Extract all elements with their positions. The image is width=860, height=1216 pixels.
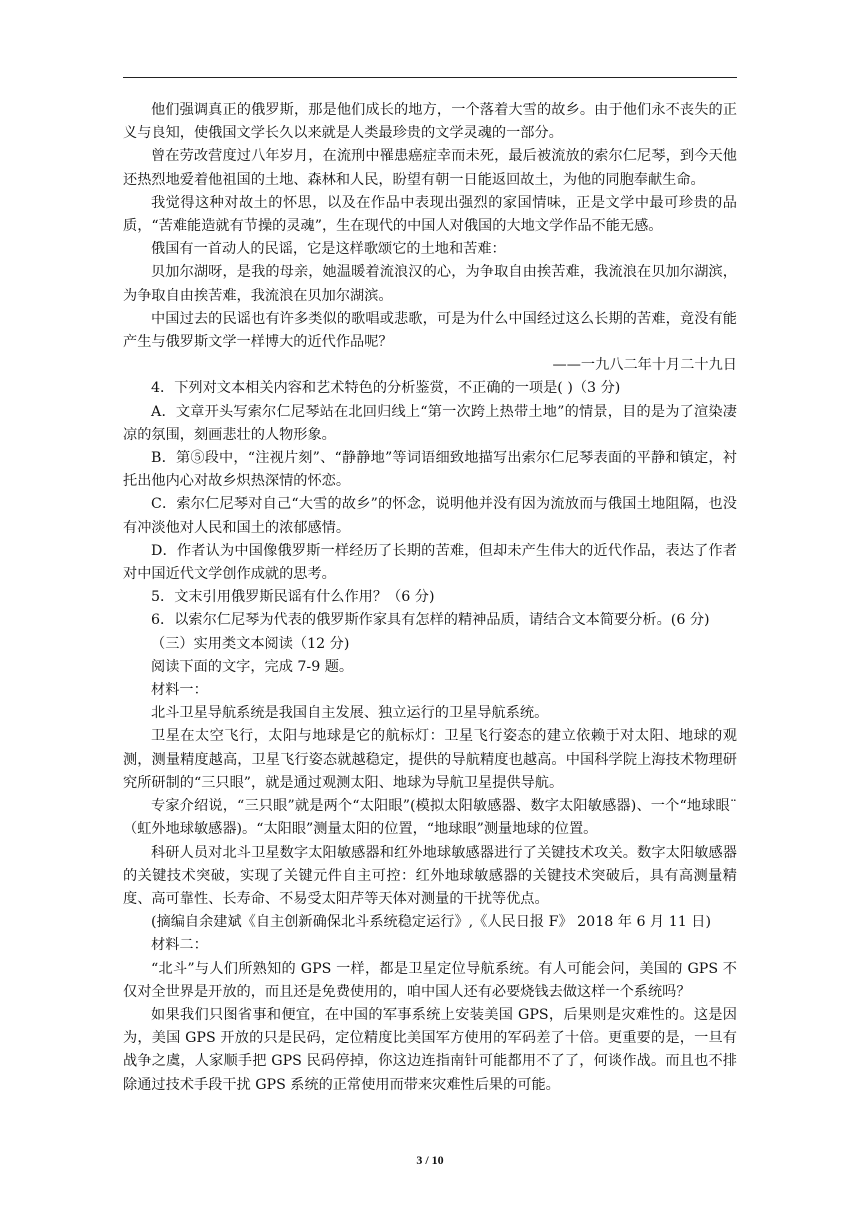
date-line: ——一九八二年十月二十九日 bbox=[552, 357, 737, 374]
instruction: 阅读下面的文字，完成 7-9 题。 bbox=[151, 658, 354, 675]
paragraph: 曾在劳改营度过八年岁月，在流刑中罹患癌症幸而未死，最后被流放的索尔仁尼琴，到今天他还热烈地爱着他祖国的土地、森林和人民，盼望有朝一日能返回故土，为他的同胞奉献生命。 bbox=[123, 148, 737, 188]
section-heading: （三）实用类文本阅读（12 分) bbox=[151, 635, 350, 652]
paragraph: 专家介绍说，“三只眼”就是两个“太阳眼”(模拟太阳敏感器、数字太阳敏感器)、一个“地球眼¨（虹外地球敏感器)。“太阳眼”测量太阳的位置，“地球眼”测量地球的位置。 bbox=[123, 798, 737, 838]
question-4: 4．下列对文本相关内容和艺术特色的分析鉴赏，不正确的一项是( )（3 分) bbox=[151, 380, 621, 397]
option-b: B．第⑤段中，“注视片刻”、“静静地”等词语细致地描写出索尔仁尼琴表面的平静和镇定，衬托出他内心对故乡炽热深情的怀恋。 bbox=[123, 450, 737, 490]
source-citation: (摘编自余建斌《自主创新确保北斗系统稳定运行》,《人民日报 F》 2018 年 6 月 11 日) bbox=[151, 914, 711, 931]
header-rule bbox=[123, 77, 737, 78]
question-5: 5．文末引用俄罗斯民谣有什么作用？（6 分) bbox=[151, 589, 435, 606]
page-number: 3 / 10 bbox=[416, 1153, 444, 1167]
paragraph: 科研人员对北斗卫星数字太阳敏感器和红外地球敏感器进行了关键技术攻关。数字太阳敏感器的关键技术突破，实现了关键元件自主可控：红外地球敏感器的关键技术突破后，具有高测量精度、高可靠性、长寿命、不易受太阳芹等天体对测量的干扰等优点。 bbox=[123, 844, 737, 907]
paragraph: 卫星在太空飞行，太阳与地球是它的航标灯：卫星飞行姿态的建立依赖于对太阳、地球的观测，测量精度越高，卫星飞行姿态就越稳定，提供的导航精度也越高。中国科学院上海技术物理研究所研制的“三只眼”，就是通过观测太阳、地球为导航卫星提供导航。 bbox=[123, 728, 737, 791]
material-label: 材料一： bbox=[151, 682, 208, 699]
paragraph: 我觉得这种对故土的怀思，以及在作品中表现出强烈的家国情味，正是文学中最可珍贵的品质，“苦难能造就有节操的灵魂”，生在现代的中国人对俄国的大地文学作品不能无感。 bbox=[123, 194, 737, 235]
question-6: 6．以索尔仁尼琴为代表的俄罗斯作家具有怎样的精神品质，请结合文本简要分析。(6 分) bbox=[151, 612, 710, 629]
paragraph: “北斗”与人们所熟知的 GPS 一样，都是卫星定位导航系统。有人可能会问，美国的 GPS 不仅对全世界是开放的，而且还是免费使用的，咱中国人还有必要烧钱去做这样一个系统吗？ bbox=[123, 960, 737, 1000]
option-d: D．作者认为中国像俄罗斯一样经历了长期的苦难，但却未产生伟大的近代作品，表达了作者对中国近代文学创作成就的思考。 bbox=[123, 542, 737, 583]
document-body bbox=[123, 99, 737, 1097]
paragraph: 中国过去的民谣也有许多类似的歌唱或悲歌，可是为什么中国经过这么长期的苦难，竟没有能产生与俄罗斯文学一样博大的近代作品呢？ bbox=[123, 310, 737, 351]
paragraph: 贝加尔湖呀，是我的母亲，她温暖着流浪汉的心，为争取自由挨苦难，我流浪在贝加尔湖滨，为争取自由挨苦难，我流浪在贝加尔湖滨。 bbox=[123, 264, 737, 304]
paragraph: 俄国有一首动人的民谣，它是这样歌颂它的土地和苦难： bbox=[151, 241, 506, 258]
paragraph: 如果我们只图省事和便宜，在中国的军事系统上安装美国 GPS，后果则是灾难性的。这是因为，美国 GPS 开放的只是民码，定位精度比美国军方使用的军码差了十倍。更重要的是，一旦有战争之虞，人家顺手把 GPS 民码停掉，你这边连指南针可能都用不了了，何谈作战。而且也不排除通过技术手段干扰 GPS 系统的正常使用而带来灾难性后果的可能。 bbox=[123, 1006, 737, 1093]
option-c: C．索尔仁尼琴对自己“大雪的故乡”的怀念，说明他并没有因为流放而与俄国土地阻隔，也没有冲淡他对人民和国土的浓郁感情。 bbox=[123, 496, 737, 536]
option-a: A．文章开头写索尔仁尼琴站在北回归线上“第一次跨上热带土地”的情景，目的是为了渲染凄凉的氛围，刻画悲壮的人物形象。 bbox=[123, 403, 737, 443]
paragraph: 他们强调真正的俄罗斯，那是他们成长的地方，一个落着大雪的故乡。由于他们永不丧失的正义与良知，使俄国文学长久以来就是人类最珍贵的文学灵魂的一部分。 bbox=[123, 102, 737, 142]
paragraph: 北斗卫星导航系统是我国自主发展、独立运行的卫星导航系统。 bbox=[151, 705, 549, 722]
material-label: 材料二： bbox=[151, 937, 208, 954]
